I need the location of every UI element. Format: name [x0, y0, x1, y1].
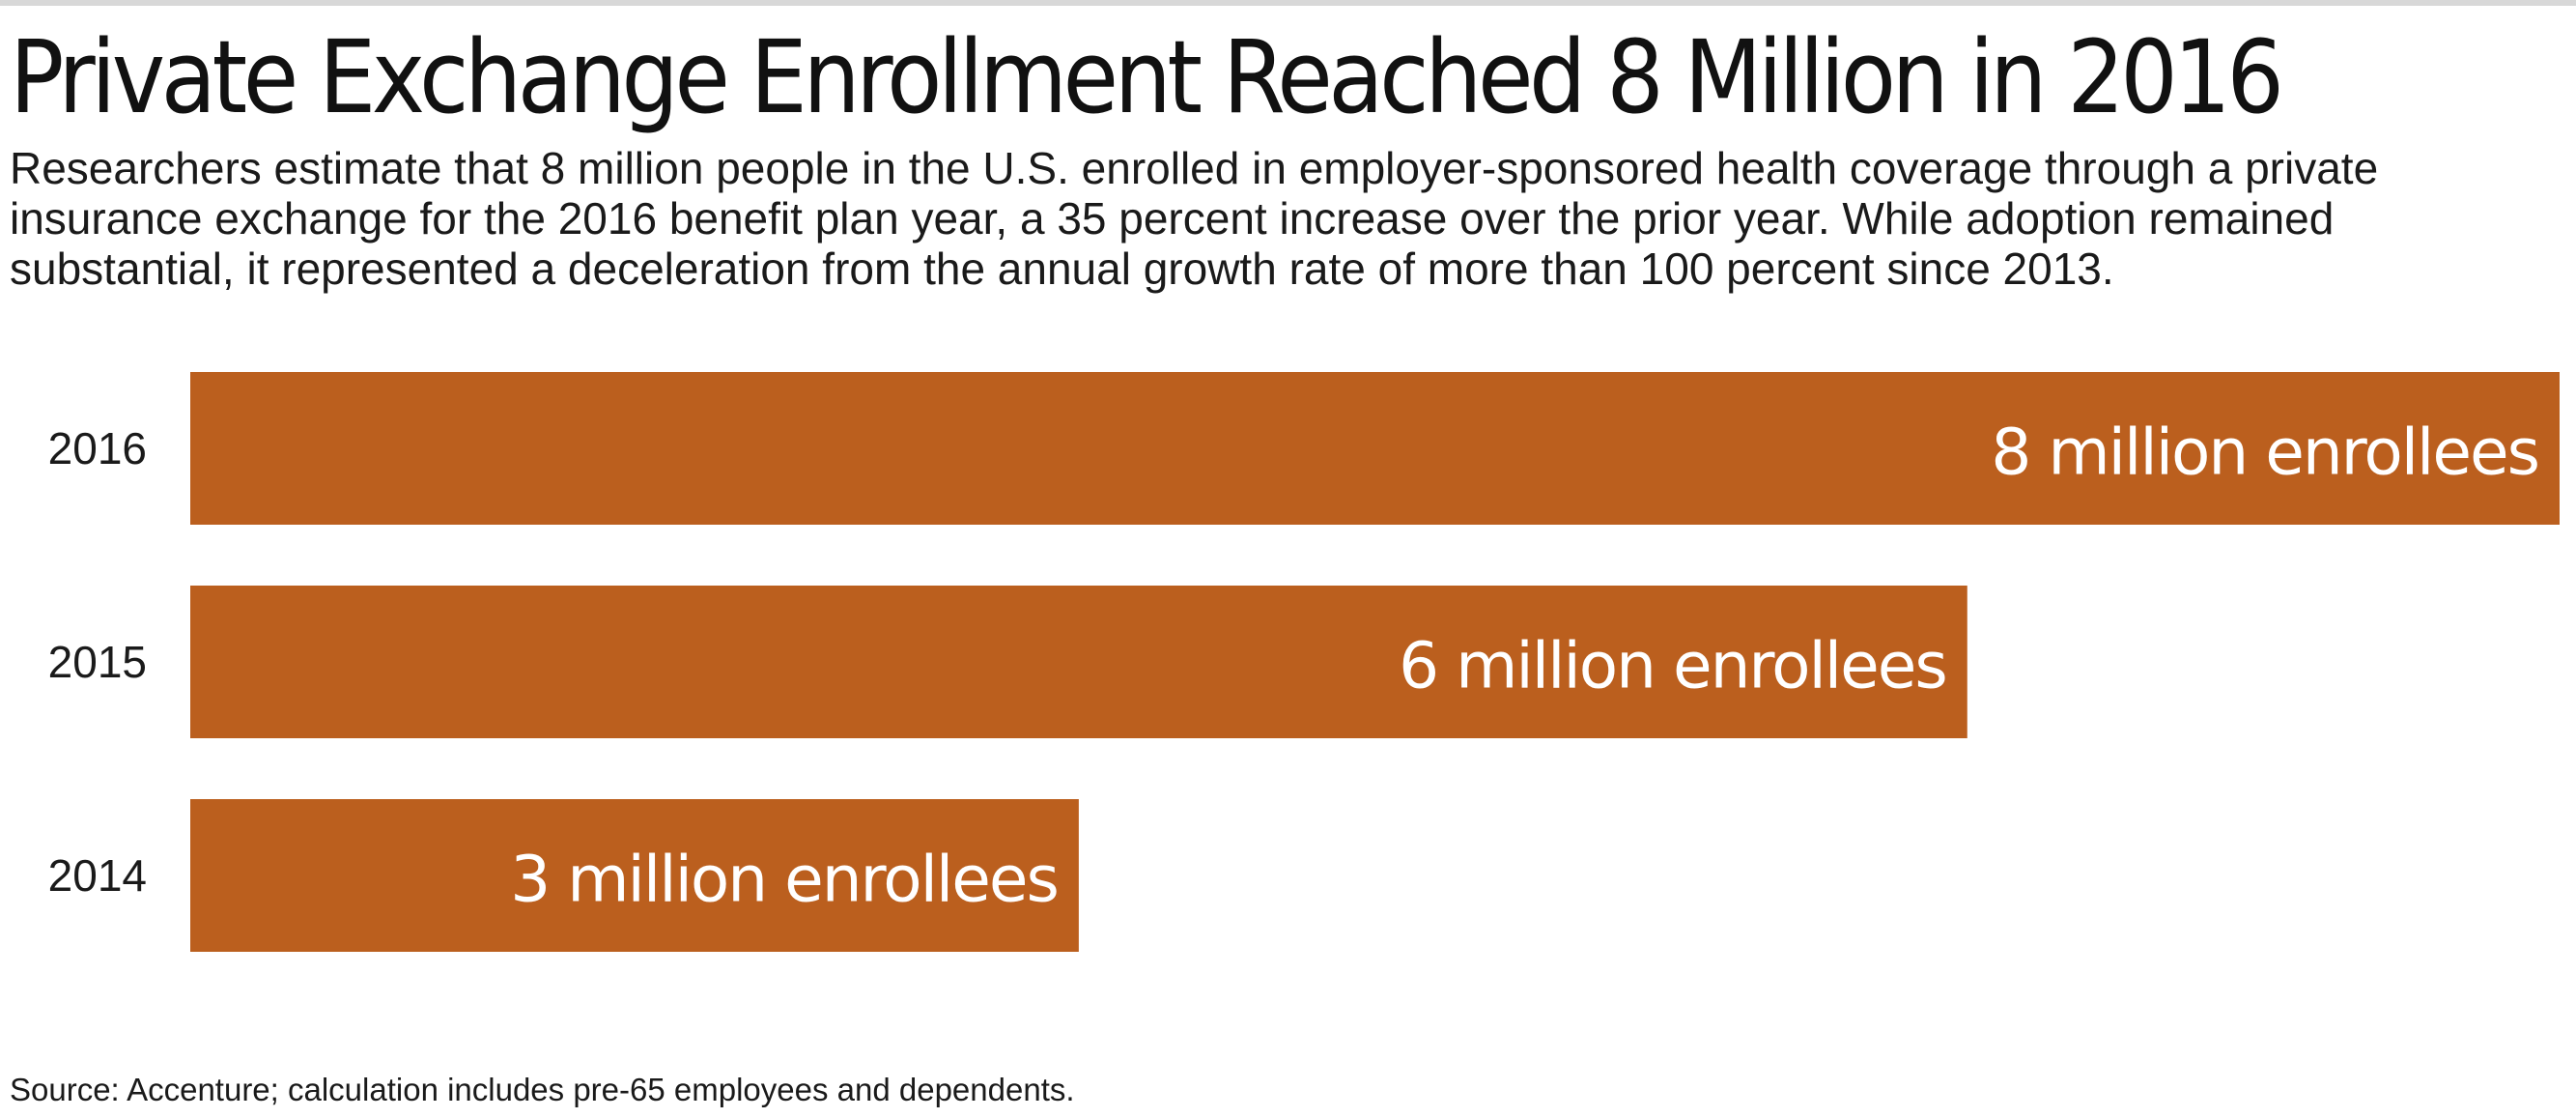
source-note: Source: Accenture; calculation includes pre-65 employees and dependents. [10, 1072, 1075, 1107]
bar-chart [0, 358, 2576, 976]
bar-value-label: 3 million enrollees [510, 842, 1058, 917]
chart-subtitle: Researchers estimate that 8 million people in the U.S. enrolled in employer-sponsored health coverage through a private insurance exchange for the 2016 benefit plan year, a 35 percent increase over the prior year. While adoption remained substantial, it represented a deceleration from the annual growth rate of more than 100 percent since 2013. [10, 143, 2379, 294]
bar-chart-svg [0, 358, 2576, 976]
category-label: 2016 [47, 423, 147, 473]
category-label: 2014 [47, 850, 147, 901]
bar-value-label: 6 million enrollees [1399, 628, 1946, 703]
chart-title: Private Exchange Enrollment Reached 8 Million in 2016 [10, 18, 2280, 136]
top-rule [0, 0, 2576, 6]
category-label: 2015 [47, 637, 147, 687]
bar-value-label: 8 million enrollees [1991, 415, 2538, 490]
